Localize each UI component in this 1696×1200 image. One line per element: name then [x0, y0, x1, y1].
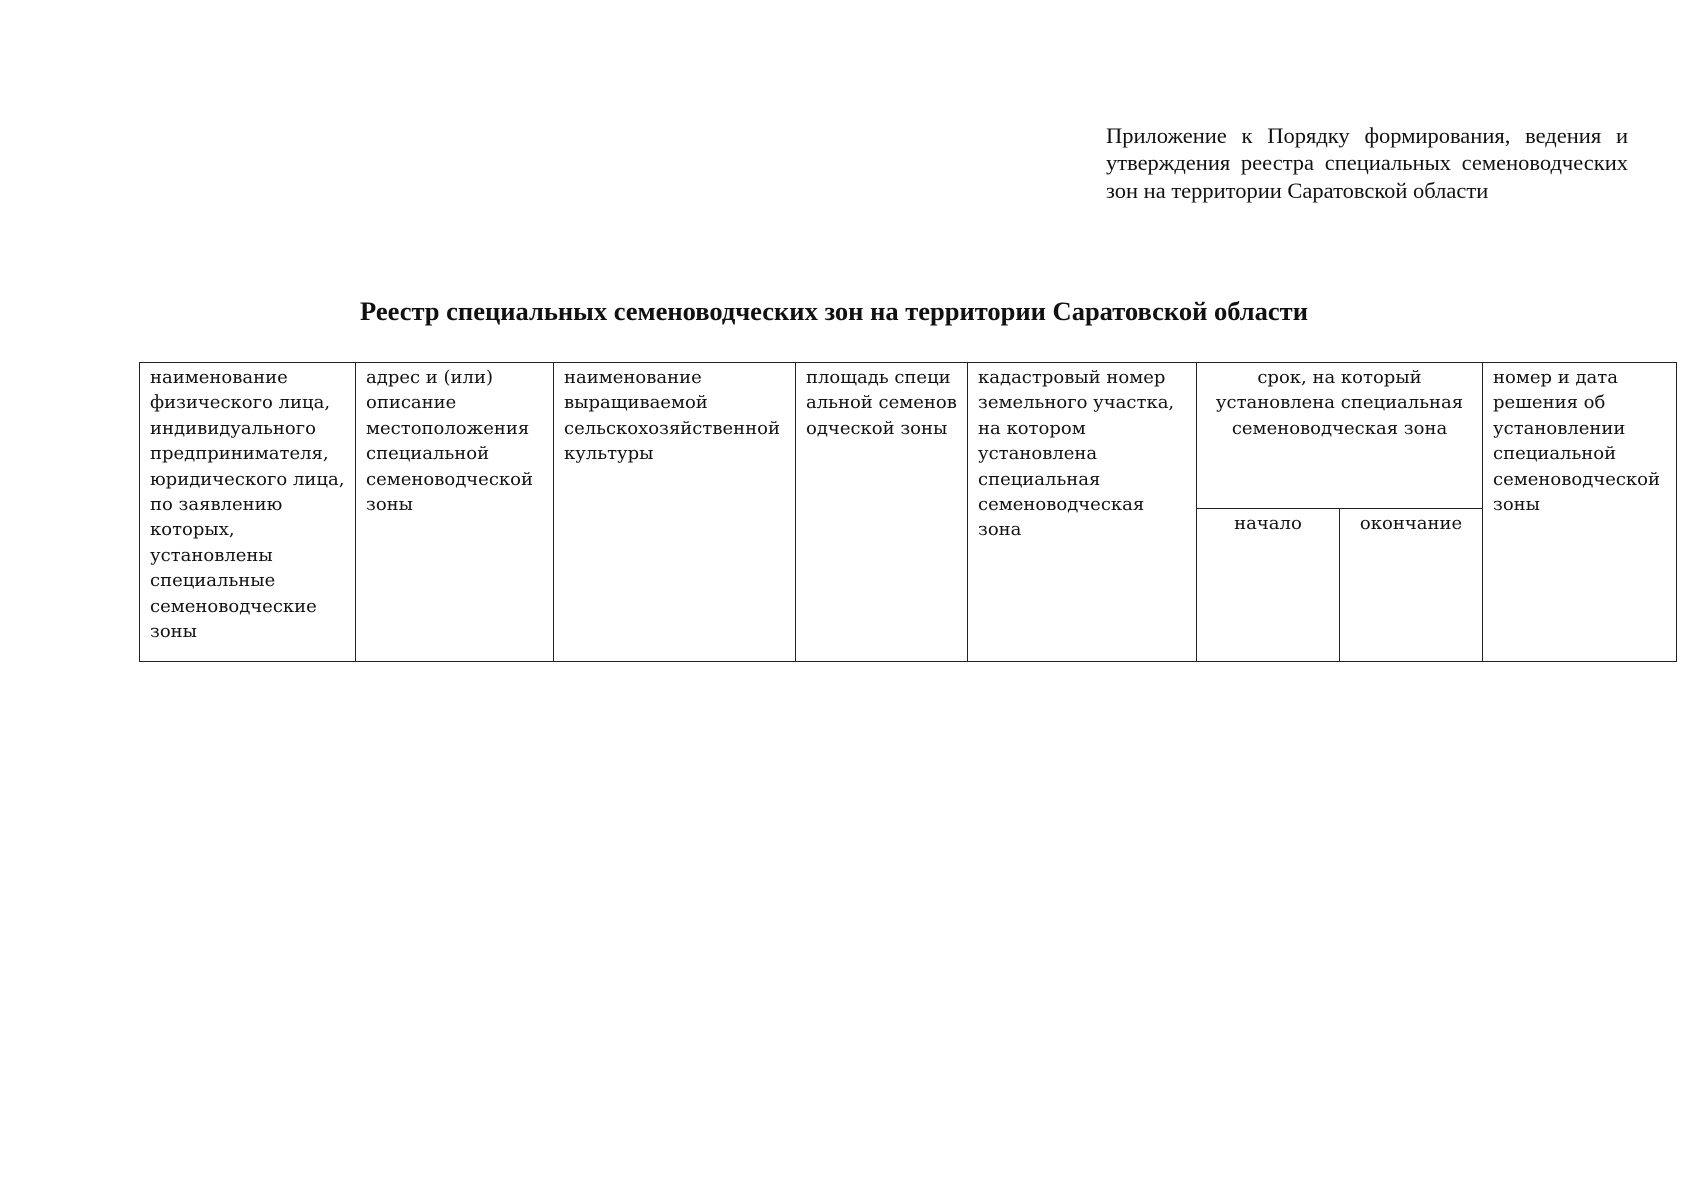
- header-term-start: начало: [1197, 509, 1340, 662]
- header-crop-name: наименование выращиваемой сельскохозяйственной культуры: [554, 363, 796, 662]
- table-header-row: [140, 363, 1677, 509]
- header-term-end: окончание: [1340, 509, 1483, 662]
- annex-note: Приложение к Порядку формирования, ведения и утверждения реестра специальных семеноводческих зон на территории Саратовской области: [1106, 123, 1628, 203]
- register-table: [139, 362, 1677, 662]
- header-zone-term: срок, на который установлена специальная семеноводческая зона: [1197, 363, 1483, 509]
- header-applicant-name: наименование физического лица, индивидуального предпринимателя, юридического лица, по заявлению которых, установлены специальные семеноводческие зоны: [140, 363, 356, 662]
- header-decision: номер и дата решения об установлении специальной семеноводческой зоны: [1483, 363, 1677, 662]
- document-title: Реестр специальных семеноводческих зон на территории Саратовской области: [360, 296, 1308, 326]
- header-cadastral-number: кадастровый номер земельного участка, на котором установлена специальная семеноводческая зона: [968, 363, 1197, 662]
- header-zone-area: площадь специальной семеноводческой зоны: [796, 363, 968, 662]
- header-zone-address: адрес и (или) описание местоположения специальной семеноводческой зоны: [356, 363, 554, 662]
